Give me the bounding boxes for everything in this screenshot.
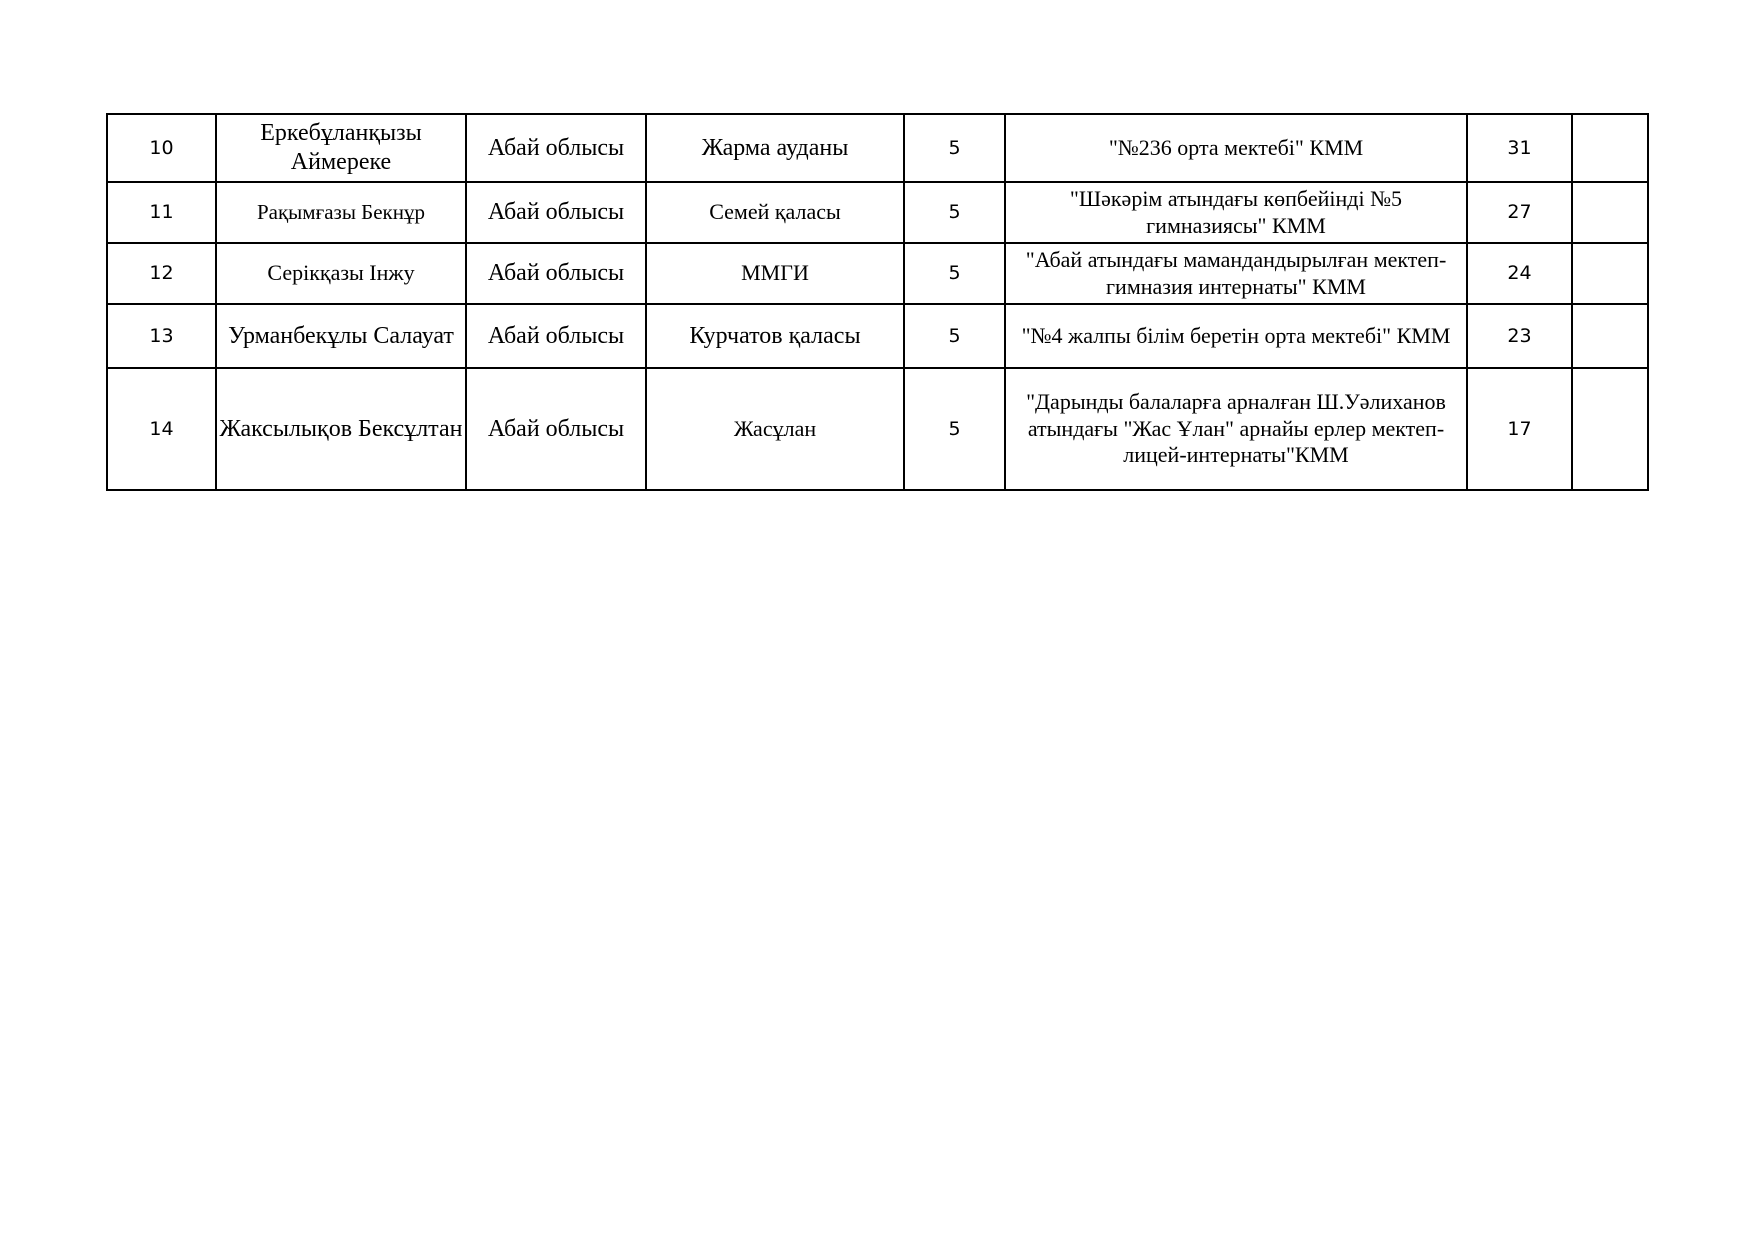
district-cell: ММГИ (646, 243, 904, 304)
row-number-cell: 12 (107, 243, 216, 304)
grade-cell: 5 (904, 243, 1005, 304)
district-cell: Жарма ауданы (646, 114, 904, 182)
school-cell: "№4 жалпы білім беретін орта мектебі" КММ (1005, 304, 1467, 368)
table-row (107, 182, 1648, 243)
grade-cell: 5 (904, 304, 1005, 368)
row-number-cell: 11 (107, 182, 216, 243)
row-number-cell: 13 (107, 304, 216, 368)
grade-cell: 5 (904, 368, 1005, 490)
region-cell: Абай облысы (466, 368, 646, 490)
table-row (107, 243, 1648, 304)
school-cell: "Абай атындағы мамандандырылған мектеп-гимназия интернаты" КММ (1005, 243, 1467, 304)
region-cell: Абай облысы (466, 243, 646, 304)
student-name-cell: Рақымғазы Бекнұр (216, 182, 466, 243)
table-row (107, 114, 1648, 182)
score-cell: 17 (1467, 368, 1572, 490)
region-cell: Абай облысы (466, 182, 646, 243)
region-cell: Абай облысы (466, 304, 646, 368)
school-cell: "№236 орта мектебі" КММ (1005, 114, 1467, 182)
empty-cell (1572, 114, 1648, 182)
grade-cell: 5 (904, 114, 1005, 182)
score-cell: 27 (1467, 182, 1572, 243)
table-row (107, 368, 1648, 490)
grade-cell: 5 (904, 182, 1005, 243)
results-table (106, 113, 1649, 491)
region-cell: Абай облысы (466, 114, 646, 182)
district-cell: Жасұлан (646, 368, 904, 490)
student-name-cell: Жаксылықов Бексұлтан (216, 368, 466, 490)
empty-cell (1572, 182, 1648, 243)
school-cell: "Шәкәрім атындағы көпбейінді №5 гимназиясы" КММ (1005, 182, 1467, 243)
score-cell: 31 (1467, 114, 1572, 182)
row-number-cell: 10 (107, 114, 216, 182)
score-cell: 23 (1467, 304, 1572, 368)
empty-cell (1572, 243, 1648, 304)
district-cell: Семей қаласы (646, 182, 904, 243)
district-cell: Курчатов қаласы (646, 304, 904, 368)
score-cell: 24 (1467, 243, 1572, 304)
school-cell: "Дарынды балаларға арналған Ш.Уәлиханов атындағы "Жас Ұлан" арнайы ерлер мектеп-лицей-интернаты"КММ (1005, 368, 1467, 490)
student-name-cell: Урманбекұлы Салауат (216, 304, 466, 368)
row-number-cell: 14 (107, 368, 216, 490)
student-name-cell: Еркебұланқызы Аймереке (216, 114, 466, 182)
empty-cell (1572, 368, 1648, 490)
student-name-cell: Серікқазы Інжу (216, 243, 466, 304)
empty-cell (1572, 304, 1648, 368)
table-row (107, 304, 1648, 368)
